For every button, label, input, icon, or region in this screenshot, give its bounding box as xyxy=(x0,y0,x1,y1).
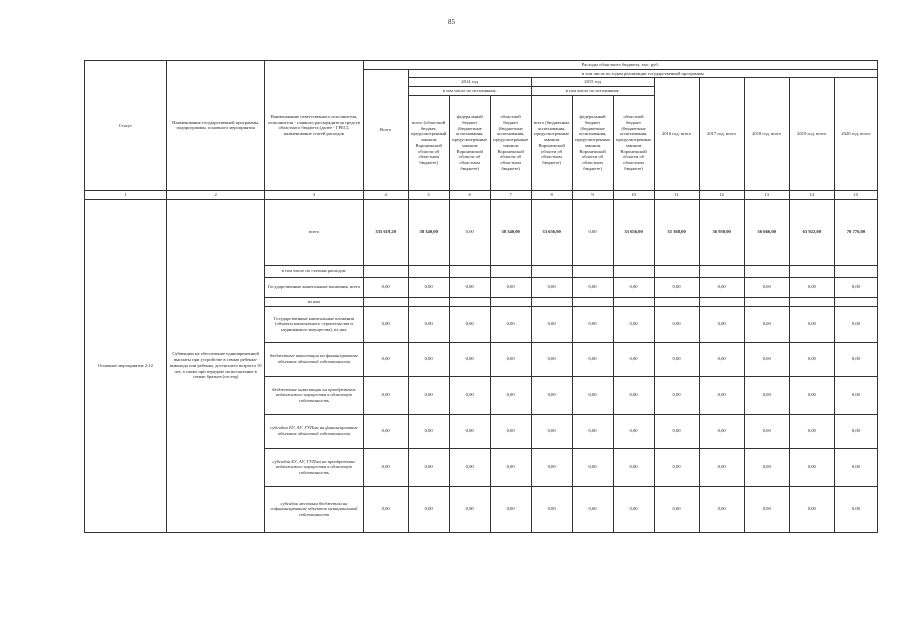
row-value: 0,00 xyxy=(490,277,531,297)
row-value: 0,00 xyxy=(654,306,699,342)
col-number: 1 xyxy=(85,190,167,199)
row-value: 0,00 xyxy=(531,414,572,448)
row-label: Государственные капитальные вложения (объекты капитального строительства и недвижимого имущества), из них xyxy=(265,306,363,342)
row-value: 0,00 xyxy=(531,277,572,297)
row-value: 0,00 xyxy=(789,414,834,448)
row-value: 0,00 xyxy=(613,414,654,448)
header-2014-federal: федеральный бюджет (бюджетные ассигнования, предусмотренные законом Воронежской области об областном бюджете) xyxy=(449,95,490,190)
row-label: субсидии БУ, АУ, ГУПам на приобретение недвижимого имущества в областную собственность xyxy=(265,448,363,486)
col-number: 14 xyxy=(789,190,834,199)
row-value: 0,00 xyxy=(699,486,744,532)
row-value: 0,00 xyxy=(490,342,531,376)
page-number: 85 xyxy=(448,18,455,26)
row-value: 0,00 xyxy=(834,376,877,414)
row-value: 0,00 xyxy=(449,448,490,486)
budget-table xyxy=(84,60,878,533)
row-value: 0,00 xyxy=(572,306,613,342)
row-value xyxy=(572,265,613,277)
row-value xyxy=(363,297,408,306)
row-value: 0,00 xyxy=(408,414,449,448)
row-value: 0,00 xyxy=(654,277,699,297)
header-sources-2014: в том числе по источникам: xyxy=(408,87,531,96)
main-value: 36 950,00 xyxy=(699,199,744,265)
row-value: 0,00 xyxy=(834,414,877,448)
row-value: 0,00 xyxy=(363,376,408,414)
row-value: 0,00 xyxy=(572,486,613,532)
header-responsible: Наименование ответственного исполнителя, исполнителя - главного распорядителя средств областного бюджета (далее - ГРБС), наименование статей расходов xyxy=(265,61,363,191)
row-value: 0,00 xyxy=(613,277,654,297)
header-2015-total: всего (бюджетные ассигнования, предусмотренные законом Воронежской области об областном бюджете) xyxy=(531,95,572,190)
row-value: 0,00 xyxy=(744,306,789,342)
row-value: 0,00 xyxy=(744,414,789,448)
col-number: 13 xyxy=(744,190,789,199)
row-value: 0,00 xyxy=(363,277,408,297)
header-2015-regional: областной бюджет (бюджетные ассигнования, предусмотренные законом Воронежской области об областном бюджете) xyxy=(613,95,654,190)
row-value: 0,00 xyxy=(789,342,834,376)
row-value: 0,00 xyxy=(613,486,654,532)
row-value: 0,00 xyxy=(531,342,572,376)
row-value: 0,00 xyxy=(490,486,531,532)
row-value xyxy=(789,265,834,277)
row-value: 0,00 xyxy=(449,486,490,532)
row-value xyxy=(654,297,699,306)
row-value: 0,00 xyxy=(613,448,654,486)
row-value: 0,00 xyxy=(744,486,789,532)
row-value: 0,00 xyxy=(613,342,654,376)
row-value xyxy=(408,297,449,306)
row-value: 0,00 xyxy=(613,306,654,342)
col-number: 9 xyxy=(572,190,613,199)
header-2014-regional: областной бюджет (бюджетные ассигнования, предусмотренные законом Воронежской области об областном бюджете) xyxy=(490,95,531,190)
row-value xyxy=(834,297,877,306)
row-value xyxy=(699,265,744,277)
row-value: 0,00 xyxy=(531,306,572,342)
row-value: 0,00 xyxy=(834,342,877,376)
row-value xyxy=(531,265,572,277)
row-value: 0,00 xyxy=(449,277,490,297)
row-value: 0,00 xyxy=(363,306,408,342)
row-value xyxy=(363,265,408,277)
row-value xyxy=(699,297,744,306)
col-number: 8 xyxy=(531,190,572,199)
row-value: 0,00 xyxy=(490,306,531,342)
row-label: субсидии БУ, АУ, ГУПам на финансирование объектов областной собственности xyxy=(265,414,363,448)
row-value xyxy=(449,297,490,306)
row-value: 0,00 xyxy=(654,376,699,414)
row-value xyxy=(531,297,572,306)
row-value: 0,00 xyxy=(449,306,490,342)
row-value: 0,00 xyxy=(699,342,744,376)
row-value: 0,00 xyxy=(490,376,531,414)
row-value: 0,00 xyxy=(789,486,834,532)
main-value: 0,00 xyxy=(572,199,613,265)
header-year-2014: 2014 год xyxy=(408,78,531,87)
row-value: 0,00 xyxy=(408,376,449,414)
row-value xyxy=(613,297,654,306)
row-value xyxy=(449,265,490,277)
row-value: 0,00 xyxy=(363,414,408,448)
header-year-2015: 2015 год xyxy=(531,78,654,87)
row-label: бюджетные инвестиции на финансирование объектов областной собственности xyxy=(265,342,363,376)
row-value: 0,00 xyxy=(654,486,699,532)
row-value: 0,00 xyxy=(789,277,834,297)
row-value: 0,00 xyxy=(744,376,789,414)
col-number: 15 xyxy=(834,190,877,199)
row-value: 0,00 xyxy=(531,448,572,486)
col-number: 3 xyxy=(265,190,363,199)
row-value: 0,00 xyxy=(449,342,490,376)
row-value: 0,00 xyxy=(363,486,408,532)
header-by-years: в том числе по годам реализации государственной программы xyxy=(408,69,877,78)
main-value: 33 656,00 xyxy=(613,199,654,265)
header-2014-total: всего (областной бюджет, предусмотренный законом Воронежской области об областном бюджете) xyxy=(408,95,449,190)
header-status: Статус xyxy=(85,61,167,191)
header-2016: 2016 год, всего xyxy=(654,78,699,190)
row-value: 0,00 xyxy=(744,448,789,486)
col-number: 11 xyxy=(654,190,699,199)
row-label: из них xyxy=(265,297,363,306)
col-number: 2 xyxy=(166,190,264,199)
col-number: 7 xyxy=(490,190,531,199)
header-2019: 2019 год, всего xyxy=(789,78,834,190)
row-value xyxy=(744,297,789,306)
row-value: 0,00 xyxy=(834,448,877,486)
row-value: 0,00 xyxy=(572,277,613,297)
header-2015-federal: федеральный бюджет (бюджетные ассигнования, предусмотренные законом Воронежской области об областном бюджете) xyxy=(572,95,613,190)
header-2017: 2017 год, всего xyxy=(699,78,744,190)
row-value: 0,00 xyxy=(789,448,834,486)
row-value: 0,00 xyxy=(408,342,449,376)
row-label: субсидии местным бюджетам на софинансирование объектов муниципальной собственности xyxy=(265,486,363,532)
header-2020: 2020 год, всего xyxy=(834,78,877,190)
row-value: 0,00 xyxy=(572,376,613,414)
row-label: бюджетные инвестиции на приобретение недвижимого имущества в областную собственность xyxy=(265,376,363,414)
row-label: Государственные капитальные вложения, всего xyxy=(265,277,363,297)
header-2018: 2018 год, всего xyxy=(744,78,789,190)
main-value: 56 666,00 xyxy=(744,199,789,265)
header-sources-2015: в том числе по источникам: xyxy=(531,87,654,96)
row-value: 0,00 xyxy=(408,306,449,342)
row-value: 0,00 xyxy=(408,277,449,297)
main-value: 70 776,00 xyxy=(834,199,877,265)
row-value xyxy=(408,265,449,277)
row-value: 0,00 xyxy=(654,342,699,376)
row-value xyxy=(834,265,877,277)
main-label: всего xyxy=(265,199,363,265)
row-value: 0,00 xyxy=(363,342,408,376)
row-value: 0,00 xyxy=(699,306,744,342)
main-value: 63 922,00 xyxy=(789,199,834,265)
row-value: 0,00 xyxy=(699,277,744,297)
main-value: 38 340,00 xyxy=(490,199,531,265)
col-number: 4 xyxy=(363,190,408,199)
row-value: 0,00 xyxy=(789,306,834,342)
row-value: 0,00 xyxy=(613,376,654,414)
header-budget-title: Расходы областного бюджета, тыс. руб. xyxy=(363,61,877,70)
row-value: 0,00 xyxy=(699,376,744,414)
row-value: 0,00 xyxy=(834,277,877,297)
row-value: 0,00 xyxy=(654,448,699,486)
row-value: 0,00 xyxy=(449,414,490,448)
row-value xyxy=(490,265,531,277)
main-value: 35 368,00 xyxy=(654,199,699,265)
col-number: 10 xyxy=(613,190,654,199)
row-value: 0,00 xyxy=(744,342,789,376)
row-value: 0,00 xyxy=(789,376,834,414)
header-program-name: Наименование государственной программы, подпрограммы, основного мероприятия xyxy=(166,61,264,191)
column-number-row xyxy=(85,190,878,199)
row-value xyxy=(572,297,613,306)
row-value: 0,00 xyxy=(572,342,613,376)
row-value xyxy=(654,265,699,277)
main-name: Субвенции на обеспечение единовременной выплаты при устройстве в семью ребенка-инвалида или ребенка, достигшего возраста 10 лет, а также при передаче на воспитание в семью братьев (сестер) xyxy=(166,199,264,532)
row-value: 0,00 xyxy=(490,448,531,486)
row-label: в том числе по статьям расходов: xyxy=(265,265,363,277)
row-value: 0,00 xyxy=(744,277,789,297)
main-value: 38 340,00 xyxy=(408,199,449,265)
row-value: 0,00 xyxy=(572,448,613,486)
row-value: 0,00 xyxy=(408,486,449,532)
row-value: 0,00 xyxy=(449,376,490,414)
row-value: 0,00 xyxy=(531,376,572,414)
row-value: 0,00 xyxy=(834,486,877,532)
main-value: 33 656,00 xyxy=(531,199,572,265)
row-value: 0,00 xyxy=(834,306,877,342)
row-value xyxy=(789,297,834,306)
main-value: 335 619,20 xyxy=(363,199,408,265)
row-value: 0,00 xyxy=(490,414,531,448)
row-value: 0,00 xyxy=(654,414,699,448)
header-total: Всего xyxy=(363,69,408,190)
row-value: 0,00 xyxy=(572,414,613,448)
row-value: 0,00 xyxy=(408,448,449,486)
row-value xyxy=(613,265,654,277)
row-value: 0,00 xyxy=(699,414,744,448)
main-status: Основное мероприятие 2.12 xyxy=(85,199,167,532)
row-value: 0,00 xyxy=(363,448,408,486)
row-value: 0,00 xyxy=(699,448,744,486)
main-row xyxy=(85,199,878,265)
col-number: 5 xyxy=(408,190,449,199)
col-number: 12 xyxy=(699,190,744,199)
col-number: 6 xyxy=(449,190,490,199)
row-value: 0,00 xyxy=(531,486,572,532)
row-value xyxy=(490,297,531,306)
main-value: 0,00 xyxy=(449,199,490,265)
row-value xyxy=(744,265,789,277)
